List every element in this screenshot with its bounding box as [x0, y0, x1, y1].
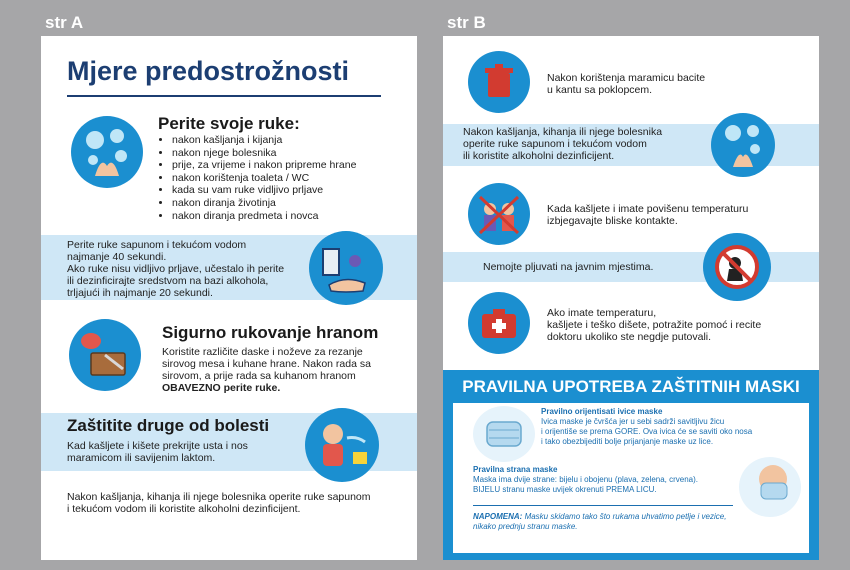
wash-item: • nakon njege bolesnika: [172, 147, 356, 160]
no-contact-icon: [468, 183, 530, 245]
wash-item: • kada su vam ruke vidljivo prljave: [172, 184, 356, 197]
title-underline: [67, 95, 381, 97]
protect-line: Kad kašljete i kišete prekrijte usta i nos: [67, 440, 248, 452]
side-line: Maska ima dvije strane: bijelu i obojenu (plava, zelena, crvena).: [473, 475, 699, 484]
edge-line: i orijentiše se prema GORE. Ova ivica će se saviti oko nosa: [541, 427, 753, 436]
note-line: nikako prednju stranu maske.: [473, 522, 578, 531]
mask-panel: [453, 403, 809, 553]
wash-list: [158, 134, 356, 222]
trash-can-icon: [468, 51, 530, 113]
hand-wash-icon: [71, 116, 143, 188]
page-a: [41, 36, 417, 560]
first-aid-kit-icon: [468, 292, 530, 354]
footer-line: i tekućom vodom ili koristite alkoholni dezinficijent.: [67, 503, 301, 515]
mask-divider: [473, 505, 733, 506]
page-a-label: str A: [45, 13, 84, 32]
side-line: BIJELU stranu maske uvijek okrenuti PREMA LICU.: [473, 485, 657, 494]
food-line: sirovom, a prije rada sa kuhanom hranom: [162, 370, 356, 382]
row-text: Kada kašljete i imate povišenu temperaturu: [547, 203, 749, 215]
row-text: Nakon korištenja maramicu bacite: [547, 72, 706, 84]
band-line: trljajući ih najmanje 20 sekundi.: [67, 287, 213, 299]
wash-item: • prije, za vrijeme i nakon pripreme hrane: [172, 159, 356, 172]
food-heading: Sigurno rukovanje hranom: [162, 323, 379, 342]
wash-item: • nakon diranja životinja: [172, 197, 356, 210]
row-text: kašljete i teško dišete, potražite pomoć i recite: [547, 319, 762, 331]
mask-section: [443, 370, 819, 560]
band-line: najmanje 40 sekundi.: [67, 251, 167, 263]
row-text: u kantu sa poklopcem.: [547, 84, 653, 96]
note-line: [473, 512, 726, 522]
food-line: sirovog mesa i kuhane hrane. Nakon rada sa: [162, 358, 371, 370]
mask-icon: [473, 406, 535, 462]
page-b-label: str B: [447, 13, 486, 32]
band-line: ili dezinficirajte sredstvom na bazi alkohola,: [67, 275, 269, 287]
row-text: doktoru ukoliko ste negdje putovali.: [547, 331, 712, 343]
food-line: Koristite različite daske i noževe za rezanje: [162, 346, 363, 358]
row-text: Nakon kašljanja, kihanja ili njege bolesnika: [463, 126, 663, 138]
row-text: izbjegavajte bliske kontakte.: [547, 215, 678, 227]
side-heading: Pravilna strana maske: [473, 465, 558, 474]
sanitizer-icon: [309, 231, 383, 305]
band-line: Perite ruke sapunom i tekućom vodom: [67, 239, 247, 251]
no-spitting-icon: [703, 233, 771, 301]
note-text: Masku skidamo tako što rukama uhvatimo petlje i vezice,: [522, 512, 727, 521]
food-emphasis: OBAVEZNO perite ruke.: [162, 382, 281, 394]
edge-line: Ivica maske je čvršća jer u sebi sadrži savitljivu žicu: [541, 417, 725, 426]
protect-line: maramicom ili savijenim laktom.: [67, 452, 216, 464]
band-line: Ako ruke nisu vidljivo prljave, učestalo ih perite: [67, 263, 285, 275]
face-mask-icon: [739, 457, 801, 517]
note-label: NAPOMENA:: [473, 512, 523, 521]
page-b: [443, 36, 819, 560]
footer-line: Nakon kašljanja, kihanja ili njege bolesnika operite ruke sapunom: [67, 491, 371, 503]
mask-title: PRAVILNA UPOTREBA ZAŠTITNIH MASKI: [462, 377, 800, 396]
edge-line: i tako obezbijediti bolje prijanjanje maske uz lice.: [541, 437, 714, 446]
wash-item: • nakon korištenja toaleta / WC: [172, 172, 356, 185]
edge-heading: Pravilno orijentisati ivice maske: [541, 407, 663, 416]
wash-item: • nakon kašljanja i kijanja: [172, 134, 356, 147]
row-text: operite ruke sapunom i tekućom vodom: [463, 138, 647, 150]
protect-heading: Zaštitite druge od bolesti: [67, 416, 270, 435]
row-text: Nemojte pljuvati na javnim mjestima.: [483, 261, 654, 273]
row-text: ili koristite alkoholni dezinficijent.: [463, 150, 615, 162]
wash-item: • nakon diranja predmeta i novca: [172, 210, 356, 223]
hand-wash-icon: [711, 113, 775, 177]
wash-heading: Perite svoje ruke:: [158, 114, 300, 133]
page-title: Mjere predostrožnosti: [67, 56, 350, 86]
cutting-board-icon: [69, 319, 141, 391]
row-text: Ako imate temperaturu,: [547, 307, 657, 319]
sneeze-icon: [305, 408, 379, 482]
